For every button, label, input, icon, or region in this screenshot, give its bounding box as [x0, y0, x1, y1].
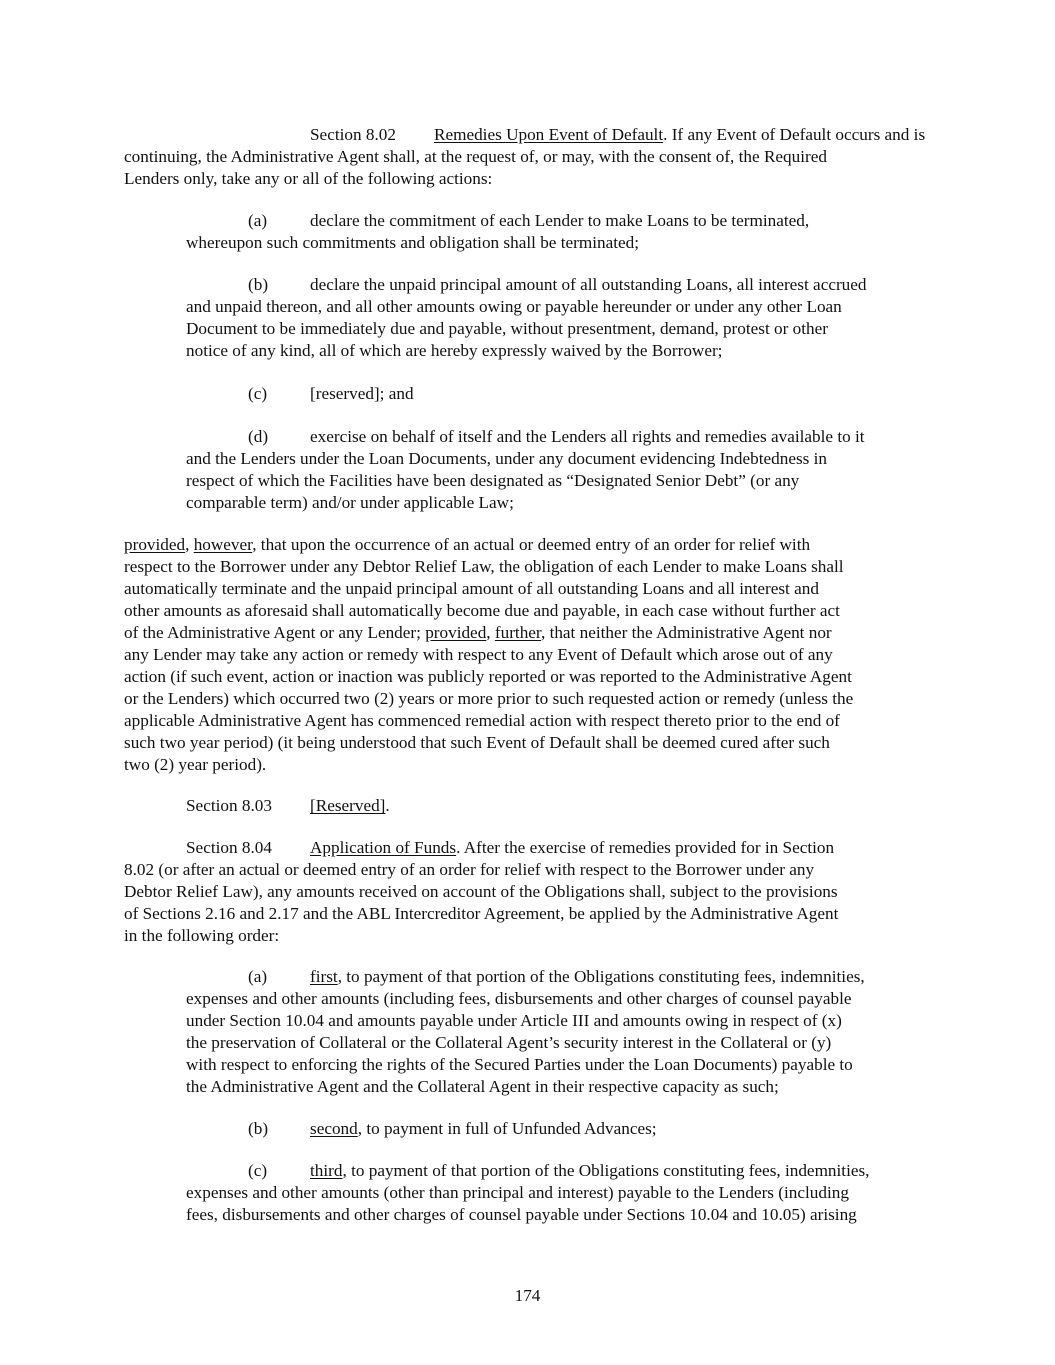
item-text: exercise on behalf of itself and the Lenders all rights and remedies available to it	[310, 427, 865, 446]
item-label: (a)	[248, 967, 268, 986]
section-heading: Application of Funds	[310, 838, 457, 857]
item-label: (d)	[248, 427, 269, 446]
emphasis-further: further	[494, 623, 541, 642]
item-text: , to payment of that portion of the Obligations constituting fees, indemnities,	[342, 1161, 870, 1180]
item-label: (a)	[248, 211, 268, 230]
item-text: with respect to enforcing the rights of the Secured Parties under the Loan Documents) payable to	[186, 1055, 853, 1074]
item-text: fees, disbursements and other charges of counsel payable under Sections 10.04 and 10.05) arising	[186, 1205, 857, 1224]
list-item	[186, 383, 946, 405]
item-text: notice of any kind, all of which are hereby expressly waived by the Borrower;	[186, 341, 723, 360]
item-text: under Section 10.04 and amounts payable under Article III and amounts owing in respect of (x)	[186, 1011, 842, 1030]
item-text: expenses and other amounts (including fees, disbursements and other charges of counsel payable	[186, 989, 852, 1008]
list-item	[186, 210, 946, 254]
paragraph-text: two (2) year period).	[124, 755, 267, 774]
section-heading: [Reserved]	[310, 796, 386, 815]
paragraph-text: any Lender may take any action or remedy with respect to any Event of Default which arose out of any	[124, 645, 833, 664]
item-text: the preservation of Collateral or the Collateral Agent’s security interest in the Collateral or (y)	[186, 1033, 832, 1052]
item-text: and the Lenders under the Loan Documents, under any document evidencing Indebtedness in	[186, 449, 827, 468]
section-8-04	[124, 837, 944, 947]
section-label: Section 8.04	[186, 838, 272, 857]
item-keyword: first	[310, 967, 338, 986]
emphasis-provided: provided	[124, 535, 186, 554]
paragraph-text: or the Lenders) which occurred two (2) years or more prior to such requested action or remedy (unless the	[124, 689, 854, 708]
section-text: . After the exercise of remedies provided for in Section	[456, 838, 835, 857]
section-text: in the following order:	[124, 926, 280, 945]
item-text: comparable term) and/or under applicable Law;	[186, 493, 514, 512]
list-item	[186, 1118, 946, 1140]
section-label: Section 8.02	[310, 125, 396, 144]
section-heading: Remedies Upon Event of Default	[434, 125, 664, 144]
item-keyword: third	[310, 1161, 343, 1180]
paragraph-text: applicable Administrative Agent has commenced remedial action with respect thereto prior to the end of	[124, 711, 840, 730]
section-8-03: Section 8.03 [Reserved].	[186, 796, 390, 815]
item-text: and unpaid thereon, and all other amounts owing or payable hereunder or under any other Loan	[186, 297, 842, 316]
list-item	[186, 274, 946, 362]
section-text: continuing, the Administrative Agent shall, at the request of, or may, with the consent of, the Required	[124, 147, 827, 166]
section-text: 8.02 (or after an actual or deemed entry of an order for relief with respect to the Borrower under any	[124, 860, 815, 879]
section-text: . If any Event of Default occurs and is	[663, 125, 926, 144]
paragraph-text: other amounts as aforesaid shall automatically become due and payable, in each case without further act	[124, 601, 840, 620]
emphasis-however: however	[193, 535, 253, 554]
emphasis-provided: provided	[425, 623, 487, 642]
item-text: , to payment in full of Unfunded Advances;	[357, 1119, 657, 1138]
item-keyword: second	[310, 1119, 358, 1138]
item-text: the Administrative Agent and the Collateral Agent in their respective capacity as such;	[186, 1077, 779, 1096]
item-label: (c)	[248, 384, 268, 403]
item-text: expenses and other amounts (other than principal and interest) payable to the Lenders (including	[186, 1183, 849, 1202]
item-text: whereupon such commitments and obligation shall be terminated;	[186, 233, 639, 252]
list-item	[186, 1160, 946, 1226]
paragraph-text: action (if such event, action or inaction was publicly reported or was reported to the Administrative Agent	[124, 667, 852, 686]
paragraph-text: such two year period) (it being understood that such Event of Default shall be deemed cured after such	[124, 733, 830, 752]
page-number: 174	[514, 1286, 541, 1305]
proviso-paragraph: provided, however, that upon the occurrence of an actual or deemed entry of an order for relief with respect to the Borrower under any Debtor Relief Law, the obligation of each Lender to make Loans shall automatically terminate and the unpaid principal amount of all outstanding Loans and all interest and other amounts as aforesaid shall automatically become due and payable, in each case without further act of the Administrative Agent or any Lender; provided, further, that neither the Administrative Agent nor any Lender may take any action or remedy with respect to any Event of Default which arose out of any action (if such event, action or inaction was publicly reported or was reported to the Administrative Agent or the Lenders) which occurred two (2) years or more prior to such requested action or remedy (unless the applicable Administrative Agent has commenced remedial action with respect thereto prior to the end of such two year period) (it being understood that such Event of Default shall be deemed cured after such two (2) year period).	[124, 534, 944, 776]
section-text: Debtor Relief Law), any amounts received on account of the Obligations shall, subject to the provisions	[124, 882, 838, 901]
item-label: (c)	[248, 1161, 268, 1180]
item-text: [reserved]; and	[310, 384, 414, 403]
list-item	[186, 426, 946, 514]
item-label: (b)	[248, 275, 269, 294]
list-item	[186, 966, 946, 1098]
item-text: , to payment of that portion of the Obligations constituting fees, indemnities,	[337, 967, 865, 986]
item-label: (b)	[248, 1119, 269, 1138]
paragraph-text: respect to the Borrower under any Debtor Relief Law, the obligation of each Lender to make Loans shall	[124, 557, 844, 576]
section-label: Section 8.03	[186, 796, 272, 815]
item-text: Document to be immediately due and payable, without presentment, demand, protest or other	[186, 319, 828, 338]
item-text: declare the unpaid principal amount of all outstanding Loans, all interest accrued	[310, 275, 867, 294]
paragraph-text: automatically terminate and the unpaid principal amount of all outstanding Loans and all interest and	[124, 579, 819, 598]
item-text: respect of which the Facilities have been designated as “Designated Senior Debt” (or any	[186, 471, 800, 490]
item-text: declare the commitment of each Lender to make Loans to be terminated,	[310, 211, 810, 230]
section-text: of Sections 2.16 and 2.17 and the ABL Intercreditor Agreement, be applied by the Administrative Agent	[124, 904, 839, 923]
section-text: Lenders only, take any or all of the following actions:	[124, 169, 493, 188]
section-8-02	[124, 124, 944, 190]
